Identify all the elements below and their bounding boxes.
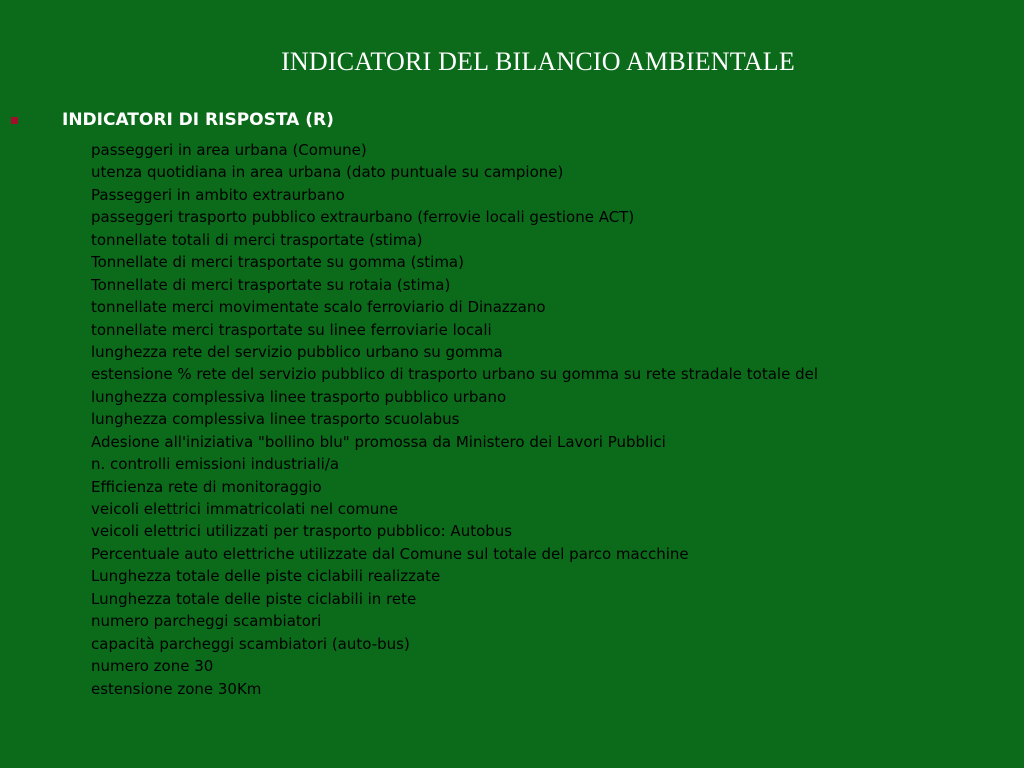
indicator-item: n. controlli emissioni industriali/a bbox=[91, 455, 340, 474]
indicator-item: Lunghezza totale delle piste ciclabili in rete bbox=[91, 589, 417, 608]
slide-title: INDICATORI DEL BILANCIO AMBIENTALE bbox=[281, 47, 795, 76]
indicator-item: lunghezza rete del servizio pubblico urbano su gomma bbox=[91, 342, 503, 361]
indicator-item: capacità parcheggi scambiatori (auto-bus) bbox=[91, 634, 410, 653]
indicator-item: veicoli elettrici immatricolati nel comune bbox=[91, 500, 399, 518]
indicator-item: Efficienza rete di monitoraggio bbox=[91, 477, 322, 496]
indicator-item: Tonnellate di merci trasportate su gomma (stima) bbox=[91, 253, 464, 272]
indicator-item: utenza quotidiana in area urbana (dato puntuale su campione) bbox=[91, 163, 564, 182]
indicator-item: numero parcheggi scambiatori bbox=[91, 612, 322, 631]
indicator-item: estensione % rete del servizio pubblico di trasporto urbano su gomma su rete stradale totale del bbox=[91, 365, 819, 384]
indicator-item: lunghezza complessiva linee trasporto pubblico urbano bbox=[91, 387, 507, 406]
indicator-item: lunghezza complessiva linee trasporto scuolabus bbox=[91, 410, 460, 429]
indicator-item: Passeggeri in ambito extraurbano bbox=[91, 185, 345, 204]
indicator-list bbox=[91, 139, 1024, 700]
indicator-item: Adesione all'iniziativa "bollino blu" promossa da Ministero dei Lavori Pubblici bbox=[91, 432, 666, 451]
indicator-item: tonnellate merci trasportate su linee ferroviarie locali bbox=[91, 320, 492, 339]
indicator-item: passeggeri in area urbana (Comune) bbox=[91, 141, 367, 159]
indicator-item: Tonnellate di merci trasportate su rotaia (stima) bbox=[91, 275, 451, 294]
bullet-marker bbox=[11, 117, 18, 124]
indicator-item: Lunghezza totale delle piste ciclabili realizzate bbox=[91, 567, 441, 586]
indicator-item: passeggeri trasporto pubblico extraurbano (ferrovie locali gestione ACT) bbox=[91, 208, 635, 227]
indicator-item: tonnellate totali di merci trasportate (stima) bbox=[91, 230, 423, 249]
indicator-item: numero zone 30 bbox=[91, 657, 214, 676]
section-heading: INDICATORI DI RISPOSTA (R) bbox=[62, 110, 334, 130]
indicator-item: Percentuale auto elettriche utilizzate dal Comune sul totale del parco macchine bbox=[91, 544, 689, 563]
indicator-item: veicoli elettrici utilizzati per trasporto pubblico: Autobus bbox=[91, 522, 513, 541]
indicator-item: estensione zone 30Km bbox=[91, 679, 262, 698]
indicator-item: tonnellate merci movimentate scalo ferroviario di Dinazzano bbox=[91, 298, 546, 317]
